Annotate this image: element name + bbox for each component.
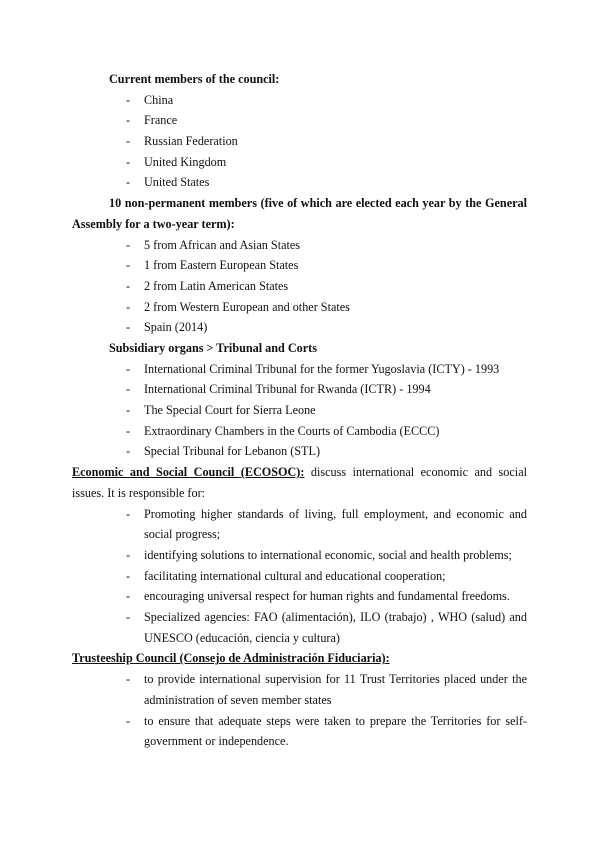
dash-bullet: -	[126, 278, 131, 293]
dash-bullet: -	[126, 361, 131, 376]
dash-bullet: -	[126, 299, 131, 314]
dash-bullet: -	[126, 154, 131, 169]
list-item: - Promoting higher standards of living, full employment, and economic and social progress;	[72, 504, 527, 545]
list-item: - identifying solutions to international economic, social and health problems;	[72, 545, 527, 566]
dash-bullet: -	[126, 382, 131, 397]
ecosoc-intro: discuss international economic and social issues. It is responsible for:	[72, 465, 527, 500]
document-page	[72, 69, 527, 752]
dash-bullet: -	[126, 237, 131, 252]
list-item: - Special Tribunal for Lebanon (STL)	[72, 441, 527, 462]
list-item: - 2 from Western European and other States	[72, 297, 527, 318]
ecosoc-paragraph	[72, 462, 527, 503]
dash-bullet: -	[126, 113, 131, 128]
dash-bullet: -	[126, 92, 131, 107]
dash-bullet: -	[126, 258, 131, 273]
nonpermanent-members-heading: 10 non-permanent members (five of which are elected each year by the General Assembly for a two-year term):	[72, 196, 527, 231]
list-item: - United Kingdom	[72, 152, 527, 173]
ecosoc-heading: Economic and Social Council (ECOSOC):	[72, 465, 305, 480]
dash-bullet: -	[126, 403, 131, 418]
trusteeship-paragraph	[72, 648, 527, 669]
list-item: - The Special Court for Sierra Leone	[72, 400, 527, 421]
list-item: - to provide international supervision for 11 Trust Territories placed under the administration of seven member states	[72, 669, 527, 710]
list-item: - 5 from African and Asian States	[72, 235, 527, 256]
dash-bullet: -	[126, 589, 131, 604]
list-item: - China	[72, 90, 527, 111]
list-item: - France	[72, 110, 527, 131]
list-item: - International Criminal Tribunal for Rwanda (ICTR) - 1994	[72, 379, 527, 400]
list-item: - Russian Federation	[72, 131, 527, 152]
dash-bullet: -	[126, 423, 131, 438]
dash-bullet: -	[126, 672, 131, 687]
list-item: - 2 from Latin American States	[72, 276, 527, 297]
list-item: - Extraordinary Chambers in the Courts of Cambodia (ECCC)	[72, 421, 527, 442]
dash-bullet: -	[126, 713, 131, 728]
dash-bullet: -	[126, 506, 131, 521]
dash-bullet: -	[126, 568, 131, 583]
dash-bullet: -	[126, 444, 131, 459]
list-item: - facilitating international cultural and educational cooperation;	[72, 566, 527, 587]
permanent-members-heading: Current members of the council:	[109, 72, 280, 86]
dash-bullet: -	[126, 610, 131, 625]
list-item: - encouraging universal respect for human rights and fundamental freedoms.	[72, 586, 527, 607]
list-item: - 1 from Eastern European States	[72, 255, 527, 276]
list-item: - Spain (2014)	[72, 317, 527, 338]
dash-bullet: -	[126, 320, 131, 335]
dash-bullet: -	[126, 547, 131, 562]
list-item: - to ensure that adequate steps were taken to prepare the Territories for self-government or independence.	[72, 711, 527, 752]
dash-bullet: -	[126, 134, 131, 149]
list-item: - International Criminal Tribunal for the former Yugoslavia (ICTY) - 1993	[72, 359, 527, 380]
dash-bullet: -	[126, 175, 131, 190]
list-item: - Specialized agencies: FAO (alimentación), ILO (trabajo) , WHO (salud) and UNESCO (educación, ciencia y cultura)	[72, 607, 527, 648]
list-item: - United States	[72, 172, 527, 193]
subsidiary-organs-heading: Subsidiary organs > Tribunal and Corts	[109, 340, 317, 355]
trusteeship-heading: Trusteeship Council (Consejo de Administración Fiduciaria):	[72, 651, 390, 666]
